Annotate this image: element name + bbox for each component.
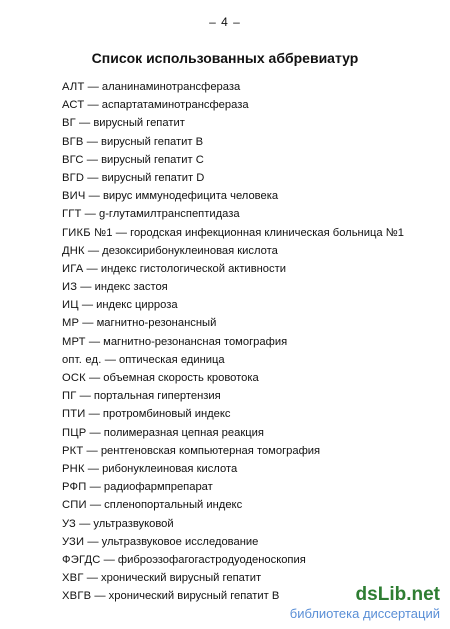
abbreviation: МРТ [62,335,86,348]
abbreviation-definition: — портальная гипертензия [76,390,221,403]
abbreviation-definition: — вирусный гепатит [75,117,185,130]
abbreviation-definition: — хронический вирусный гепатит В [91,590,280,603]
abbreviation-definition: — ультразвуковое исследование [84,535,259,548]
abbreviation: ИГА [62,262,84,275]
list-item [62,551,442,569]
abbreviation-definition: — ультразвуковой [76,517,174,530]
abbreviation: ГГТ [62,208,82,221]
list-item [62,151,442,169]
list-item [62,387,442,405]
list-item [62,405,442,423]
abbreviation-definition: — индекс гистологической активности [83,262,286,275]
abbreviation-definition: — радиофармпрепарат [86,481,213,494]
abbreviation: ИЦ [62,299,79,312]
abbreviation-definition: — спленопортальный индекс [86,499,243,512]
abbreviation-definition: — вирусный гепатит В [83,135,204,148]
list-item [62,205,442,223]
abbreviation-definition: — рибонуклеиновая кислота [84,462,238,475]
watermark-subtitle: библиотека диссертаций [289,606,440,621]
abbreviation: АСТ [62,99,85,112]
abbreviation-definition: — вирус иммунодефицита человека [85,190,279,203]
abbreviation: опт. ед. [62,353,102,366]
abbreviation: АЛТ [62,81,85,93]
abbreviation-definition: — объемная скорость кровотока [85,372,259,384]
abbreviation: ИЗ [62,281,78,294]
list-item [62,533,442,551]
abbreviation: МР [62,317,80,330]
list-item [62,333,442,351]
abbreviation-definition: — индекс цирроза [78,299,178,312]
list-item [62,278,442,296]
list-item [62,114,442,132]
list-item [62,424,442,442]
list-item [62,96,442,114]
abbreviation-definition: — магнитно-резонансный [79,317,217,330]
list-item [62,478,442,496]
abbreviation: ХВГ [62,572,84,585]
list-item [62,260,442,278]
abbreviation: ВГВ [62,135,84,148]
abbreviation: ГИКБ №1 [62,226,113,239]
abbreviation-definition: — индекс застоя [77,281,168,294]
abbreviation-list [62,78,442,605]
list-item [62,296,442,314]
list-item [62,314,442,332]
page-title: Список использованных аббревиатур [91,50,359,66]
abbreviation-definition: — вирусный гепатит С [83,153,204,166]
abbreviation-definition: — хронический вирусный гепатит [83,572,262,585]
list-item [62,133,442,151]
abbreviation-definition: — протромбиновый индекс [85,408,231,421]
list-item [62,369,442,387]
abbreviation-definition: — g-глутамилтранспептидаза [81,208,240,221]
list-item [62,351,442,369]
watermark-site: dsLib.net [355,584,440,605]
abbreviation-definition: — магнитно-резонансная томография [85,335,288,348]
abbreviation-definition: — аланинаминотрансфераза [84,81,241,93]
page-number: – 4 – [209,15,241,29]
abbreviation: ФЭГДС [62,553,101,566]
abbreviation: РНК [62,462,85,475]
watermark [290,584,440,621]
abbreviation: ОСК [62,372,86,384]
abbreviation: ВИЧ [62,190,86,203]
abbreviation: ПТИ [62,408,86,421]
abbreviation: ВГС [62,153,84,166]
list-item [62,242,442,260]
abbreviation: ХВГВ [62,590,92,603]
abbreviation-definition: — вирусный гепатит D [84,171,205,184]
abbreviation: ВГD [62,171,85,184]
abbreviation: РФП [62,481,87,494]
abbreviation-definition: — оптическая единица [101,353,225,366]
abbreviation: СПИ [62,499,87,512]
abbreviation-definition: — полимеразная цепная реакция [86,426,264,439]
list-item [62,496,442,514]
abbreviation-definition: — дезоксирибонуклеиновая кислота [84,244,278,257]
list-item [62,169,442,187]
abbreviation-definition: — фиброэзофагогастродуоденоскопия [100,553,306,566]
abbreviation: УЗИ [62,535,85,548]
list-item [62,460,442,478]
list-item [62,78,442,96]
list-item [62,224,442,242]
abbreviation-definition: — городская инфекционная клиническая больница №1 [112,226,404,239]
list-item [62,187,442,205]
abbreviation: ДНК [62,244,85,257]
abbreviation: ПГ [62,390,77,403]
abbreviation: ПЦР [62,426,87,439]
abbreviation: ВГ [62,117,76,130]
list-item [62,515,442,533]
abbreviation: УЗ [62,517,77,530]
abbreviation-definition: — аспартатаминотрансфераза [84,99,249,112]
abbreviation-definition: — рентгеновская компьютерная томография [83,444,321,457]
abbreviation: РКТ [62,444,84,457]
list-item [62,442,442,460]
